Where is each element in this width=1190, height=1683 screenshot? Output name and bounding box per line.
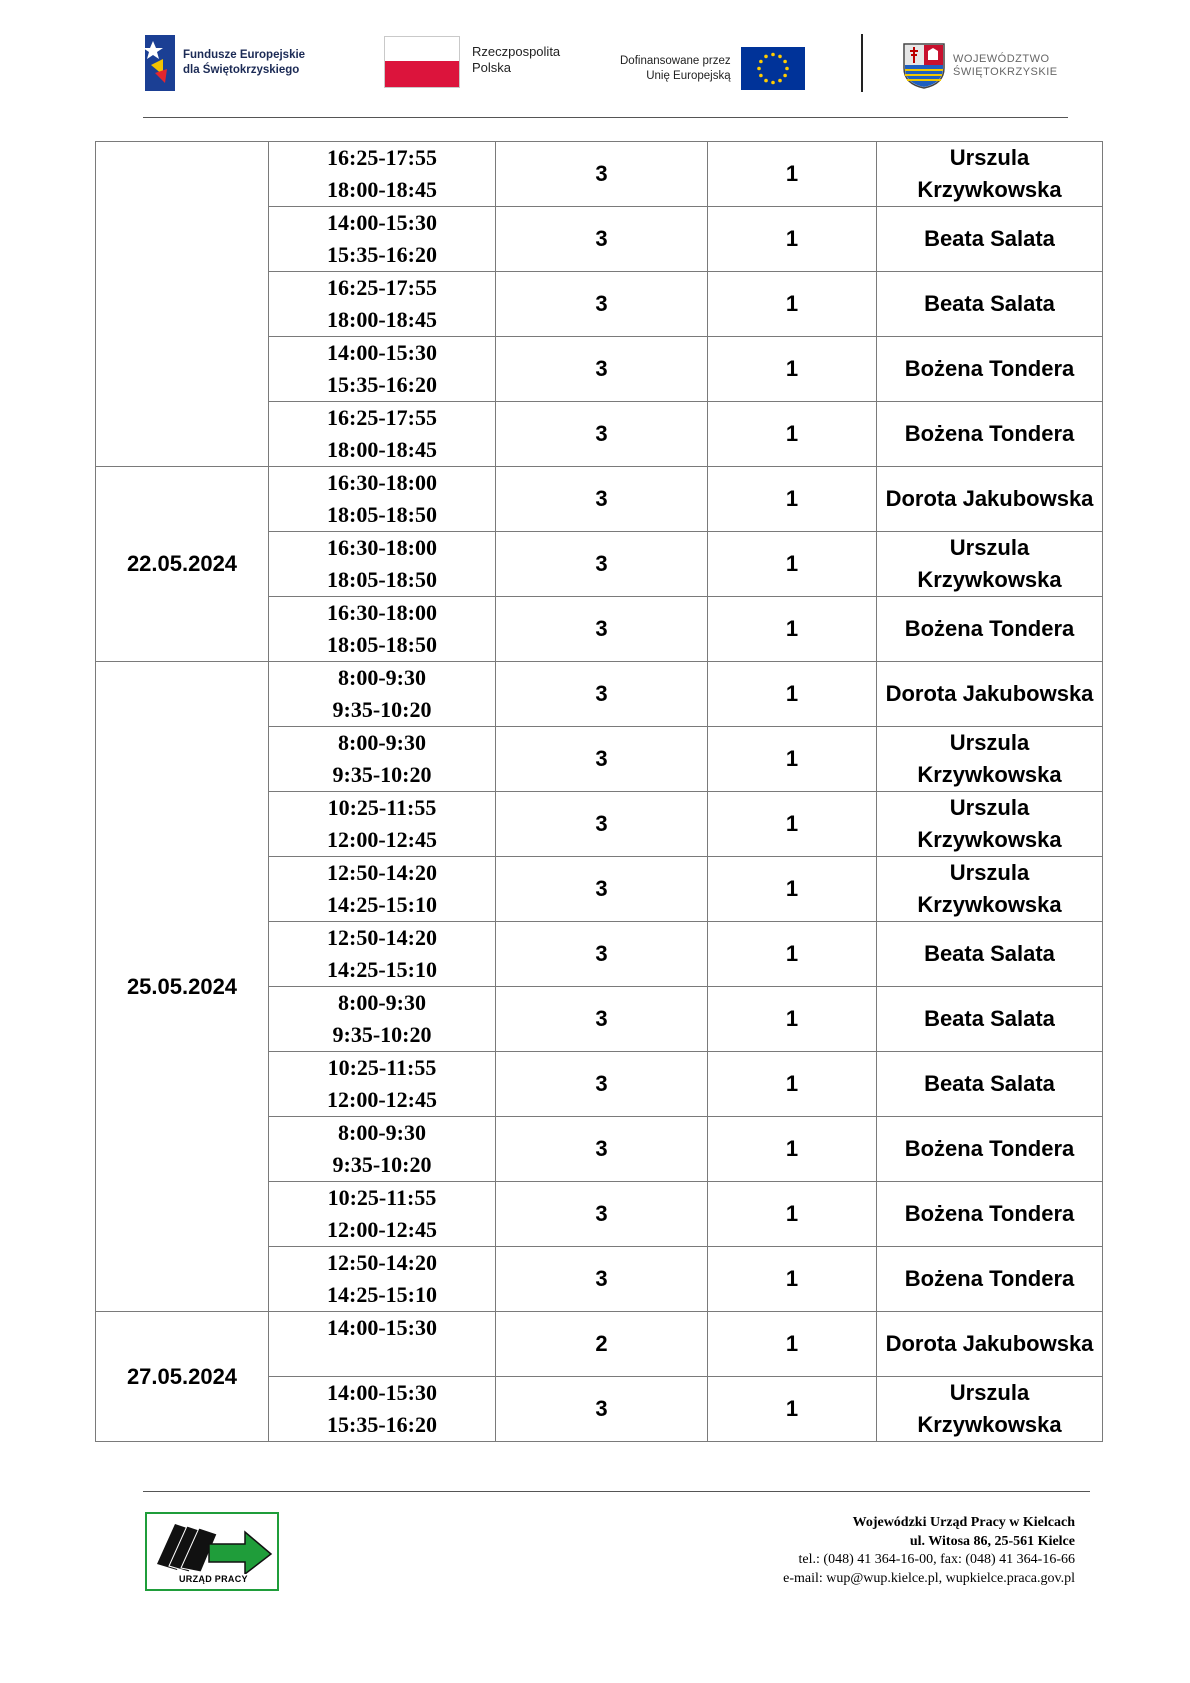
- hours-cell: 3: [496, 272, 708, 337]
- urzad-pracy-logo: [145, 1512, 279, 1591]
- wojewodztwo-swietokrzyskie-logo: [902, 42, 1058, 90]
- instructor-cell: Dorota Jakubowska: [877, 1312, 1103, 1377]
- footer-divider: [143, 1491, 1090, 1492]
- hours-cell: 3: [496, 922, 708, 987]
- time-slot: 10:25-11:55: [327, 1185, 437, 1210]
- footer-address: ul. Witosa 86, 25-561 Kielce: [909, 1533, 1075, 1549]
- instructor-cell: Urszula Krzywkowska: [877, 727, 1103, 792]
- time-slot: 12:50-14:20: [327, 860, 437, 885]
- instructor-cell: Beata Salata: [877, 922, 1103, 987]
- time-slot: 8:00-9:30: [338, 730, 426, 755]
- fe-mark-icon: [145, 35, 175, 91]
- urzad-pracy-label: URZĄD PRACY: [179, 1574, 248, 1584]
- eu-star: [764, 79, 768, 83]
- time-slot: 16:30-18:00: [327, 600, 437, 625]
- time-cell: [269, 142, 496, 207]
- time-slot: 12:50-14:20: [327, 1250, 437, 1275]
- time-cell: [269, 922, 496, 987]
- time-slot: 18:00-18:45: [327, 437, 437, 462]
- time-slot: 14:25-15:10: [327, 1282, 437, 1307]
- instructor-cell: Beata Salata: [877, 1052, 1103, 1117]
- schedule-table: [95, 141, 1103, 1442]
- group-cell: 1: [708, 142, 877, 207]
- fe-line1: Fundusze Europejskie: [183, 49, 306, 61]
- instructor-cell: Urszula Krzywkowska: [877, 792, 1103, 857]
- time-cell: [269, 532, 496, 597]
- instructor-cell: Dorota Jakubowska: [877, 662, 1103, 727]
- instructor-cell: Beata Salata: [877, 987, 1103, 1052]
- time-cell: [269, 402, 496, 467]
- time-slot: 16:30-18:00: [327, 535, 437, 560]
- header-separator: [861, 34, 863, 92]
- group-cell: 1: [708, 1117, 877, 1182]
- instructor-cell: Urszula Krzywkowska: [877, 857, 1103, 922]
- time-slot: 9:35-10:20: [332, 697, 432, 722]
- rp-line2: Polska: [472, 60, 512, 75]
- time-slot: 14:00-15:30: [327, 1380, 437, 1405]
- group-cell: 1: [708, 1182, 877, 1247]
- group-cell: 1: [708, 792, 877, 857]
- instructor-cell: Bożena Tondera: [877, 1247, 1103, 1312]
- eu-star: [759, 74, 763, 78]
- time-slot: 10:25-11:55: [327, 1055, 437, 1080]
- time-cell: [269, 727, 496, 792]
- date-cell: 22.05.2024: [96, 467, 269, 662]
- time-slot: 18:05-18:50: [327, 502, 437, 527]
- hours-cell: 3: [496, 1247, 708, 1312]
- eu-star: [783, 60, 787, 64]
- hours-cell: 3: [496, 857, 708, 922]
- time-slot: 10:25-11:55: [327, 795, 437, 820]
- eu-flag-icon: [741, 47, 805, 90]
- hours-cell: 3: [496, 662, 708, 727]
- page-header: [0, 0, 1190, 125]
- time-slot: 12:00-12:45: [327, 827, 437, 852]
- sw-line1: WOJEWÓDZTWO: [953, 53, 1050, 65]
- instructor-cell: Beata Salata: [877, 272, 1103, 337]
- eu-star: [764, 55, 768, 59]
- eu-star: [778, 79, 782, 83]
- time-cell: [269, 1312, 496, 1377]
- date-cell: 27.05.2024: [96, 1312, 269, 1442]
- hours-cell: 3: [496, 987, 708, 1052]
- group-cell: 1: [708, 402, 877, 467]
- instructor-cell: Dorota Jakubowska: [877, 467, 1103, 532]
- time-slot: 9:35-10:20: [332, 1152, 432, 1177]
- time-slot: [269, 1344, 495, 1376]
- hours-cell: 3: [496, 467, 708, 532]
- footer-email: e-mail: wup@wup.kielce.pl, wupkielce.praca.gov.pl: [783, 1570, 1075, 1586]
- time-slot: 8:00-9:30: [338, 1120, 426, 1145]
- time-slot: 9:35-10:20: [332, 1022, 432, 1047]
- instructor-cell: Urszula Krzywkowska: [877, 1377, 1103, 1442]
- time-slot: 18:00-18:45: [327, 307, 437, 332]
- time-cell: [269, 207, 496, 272]
- group-cell: 1: [708, 922, 877, 987]
- time-slot: 18:05-18:50: [327, 632, 437, 657]
- rzeczpospolita-polska-logo: [384, 36, 560, 88]
- time-slot: 14:00-15:30: [327, 340, 437, 365]
- instructor-cell: Urszula Krzywkowska: [877, 142, 1103, 207]
- group-cell: 1: [708, 1052, 877, 1117]
- time-slot: 16:25-17:55: [327, 405, 437, 430]
- time-cell: [269, 662, 496, 727]
- eu-star: [757, 67, 761, 71]
- instructor-cell: Bożena Tondera: [877, 402, 1103, 467]
- hours-cell: 3: [496, 597, 708, 662]
- time-cell: [269, 1117, 496, 1182]
- footer-phone: tel.: (048) 41 364-16-00, fax: (048) 41 364-16-66: [798, 1552, 1075, 1567]
- coat-of-arms-icon: [902, 42, 946, 90]
- instructor-cell: Urszula Krzywkowska: [877, 532, 1103, 597]
- footer-org: Wojewódzki Urząd Pracy w Kielcach: [852, 1515, 1075, 1530]
- table-row: [96, 467, 1103, 532]
- time-slot: 14:25-15:10: [327, 957, 437, 982]
- eu-star: [783, 74, 787, 78]
- group-cell: 1: [708, 532, 877, 597]
- eu-star: [785, 67, 789, 71]
- group-cell: 1: [708, 987, 877, 1052]
- hours-cell: 3: [496, 532, 708, 597]
- group-cell: 1: [708, 467, 877, 532]
- eu-star: [771, 53, 775, 57]
- hours-cell: 2: [496, 1312, 708, 1377]
- time-cell: [269, 1182, 496, 1247]
- footer-contact: [575, 1514, 1075, 1588]
- hours-cell: 3: [496, 142, 708, 207]
- group-cell: 1: [708, 857, 877, 922]
- polish-flag-icon: [384, 36, 460, 88]
- time-slot: 12:00-12:45: [327, 1087, 437, 1112]
- date-cell: 25.05.2024: [96, 662, 269, 1312]
- hours-cell: 3: [496, 1117, 708, 1182]
- group-cell: 1: [708, 662, 877, 727]
- group-cell: 1: [708, 207, 877, 272]
- time-cell: [269, 1377, 496, 1442]
- time-slot: 18:05-18:50: [327, 567, 437, 592]
- eu-star: [771, 81, 775, 85]
- time-slot: 15:35-16:20: [327, 242, 437, 267]
- instructor-cell: Bożena Tondera: [877, 597, 1103, 662]
- group-cell: 1: [708, 337, 877, 402]
- time-cell: [269, 792, 496, 857]
- table-row: [96, 142, 1103, 207]
- instructor-cell: Beata Salata: [877, 207, 1103, 272]
- sw-line2: ŚWIĘTOKRZYSKIE: [953, 66, 1058, 78]
- hours-cell: 3: [496, 207, 708, 272]
- hours-cell: 3: [496, 337, 708, 402]
- time-cell: [269, 857, 496, 922]
- time-slot: 16:30-18:00: [327, 470, 437, 495]
- time-cell: [269, 337, 496, 402]
- time-slot: 15:35-16:20: [327, 372, 437, 397]
- hours-cell: 3: [496, 402, 708, 467]
- time-slot: 14:00-15:30: [327, 1315, 437, 1340]
- fe-line2: dla Świętokrzyskiego: [183, 64, 300, 76]
- time-slot: 12:00-12:45: [327, 1217, 437, 1242]
- table-row: [96, 662, 1103, 727]
- ue-line1: Dofinansowane przez: [620, 54, 731, 67]
- group-cell: 1: [708, 727, 877, 792]
- date-cell: [96, 142, 269, 467]
- eu-star: [778, 55, 782, 59]
- hours-cell: 3: [496, 1377, 708, 1442]
- time-slot: 8:00-9:30: [338, 990, 426, 1015]
- eu-star: [759, 60, 763, 64]
- hours-cell: 3: [496, 792, 708, 857]
- time-cell: [269, 467, 496, 532]
- time-slot: 15:35-16:20: [327, 1412, 437, 1437]
- instructor-cell: Bożena Tondera: [877, 1182, 1103, 1247]
- time-slot: 8:00-9:30: [338, 665, 426, 690]
- time-slot: 9:35-10:20: [332, 762, 432, 787]
- rp-line1: Rzeczpospolita: [472, 44, 561, 59]
- hours-cell: 3: [496, 727, 708, 792]
- time-slot: 14:25-15:10: [327, 892, 437, 917]
- eu-cofinanced-logo: [620, 47, 805, 90]
- group-cell: 1: [708, 272, 877, 337]
- group-cell: 1: [708, 1247, 877, 1312]
- time-slot: 16:25-17:55: [327, 145, 437, 170]
- group-cell: 1: [708, 597, 877, 662]
- time-cell: [269, 987, 496, 1052]
- group-cell: 1: [708, 1312, 877, 1377]
- ue-line2: Unię Europejską: [646, 69, 731, 82]
- instructor-cell: Bożena Tondera: [877, 337, 1103, 402]
- time-cell: [269, 597, 496, 662]
- cards-arrow-icon: [147, 1514, 277, 1574]
- time-slot: 14:00-15:30: [327, 210, 437, 235]
- time-cell: [269, 272, 496, 337]
- instructor-cell: Bożena Tondera: [877, 1117, 1103, 1182]
- time-slot: 12:50-14:20: [327, 925, 437, 950]
- table-row: [96, 1312, 1103, 1377]
- time-cell: [269, 1052, 496, 1117]
- group-cell: 1: [708, 1377, 877, 1442]
- fundusze-europejskie-logo: [145, 35, 305, 91]
- time-cell: [269, 1247, 496, 1312]
- hours-cell: 3: [496, 1052, 708, 1117]
- time-slot: 18:00-18:45: [327, 177, 437, 202]
- header-divider: [143, 117, 1068, 118]
- time-slot: 16:25-17:55: [327, 275, 437, 300]
- hours-cell: 3: [496, 1182, 708, 1247]
